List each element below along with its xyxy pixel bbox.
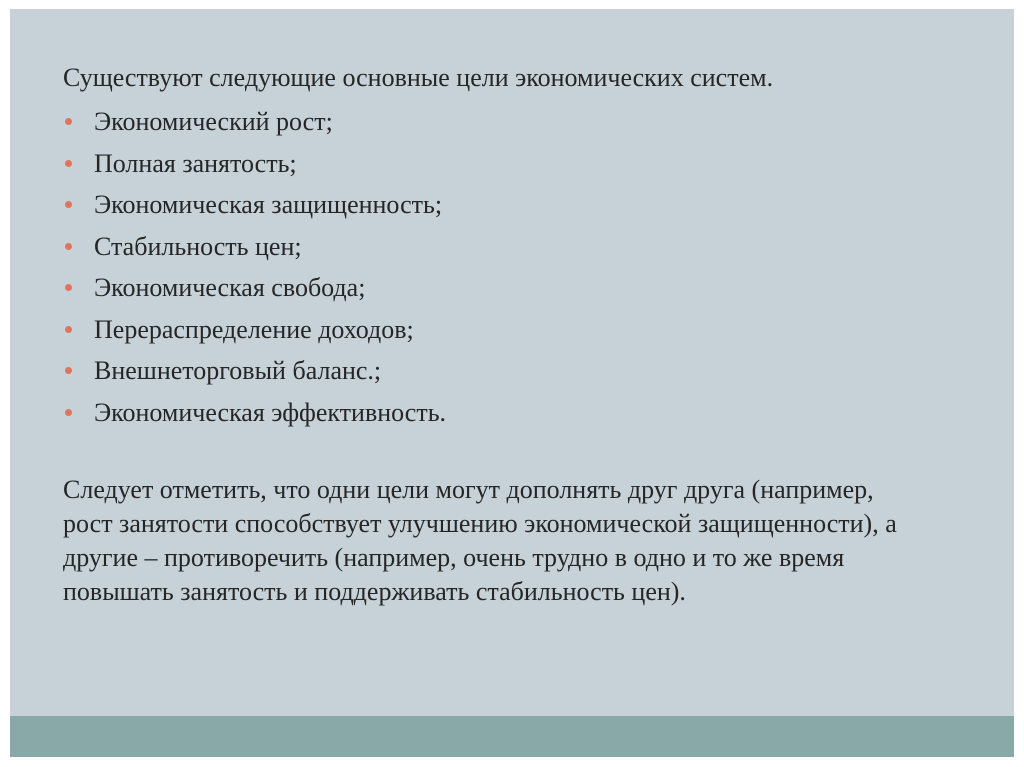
bullet-icon [65,409,72,416]
list-item [63,392,973,434]
list-item-text: Перераспределение доходов; [94,314,414,344]
bullet-icon [65,367,72,374]
goals-list [63,101,973,433]
list-item-text: Экономическая защищенность; [94,190,443,219]
list-item-text: Экономическая свобода; [94,273,366,302]
list-item-text: Внешнеторговый баланс.; [94,356,382,385]
list-item [63,184,973,226]
bullet-icon [65,160,72,167]
note-paragraph: Следует отметить, что одни цели могут дополнять друг друга (например, рост занятости способствует улучшению экономической защищенности), а другие – противоречить (например, очень трудно в одно и то же время повышать занятость и поддерживать стабильность цен). [63,475,897,606]
bullet-icon [65,243,72,250]
list-item [63,101,973,143]
list-item [63,350,973,392]
list-item [63,267,973,309]
footer-bar [10,716,1014,757]
list-item-text: Стабильность цен; [94,231,302,261]
intro-text: Существуют следующие основные цели экономических систем. [63,63,774,92]
bullet-icon [65,284,72,291]
list-item [63,143,973,185]
list-item-text: Полная занятость; [94,148,297,178]
list-item [63,309,973,351]
slide [10,9,1014,757]
list-item-text: Экономическая эффективность. [94,397,447,427]
list-item-text: Экономический рост; [94,107,333,136]
bullet-icon [65,326,72,333]
bullet-icon [65,201,72,208]
list-item [63,226,973,268]
slide-content [63,59,973,609]
bullet-icon [65,118,72,125]
